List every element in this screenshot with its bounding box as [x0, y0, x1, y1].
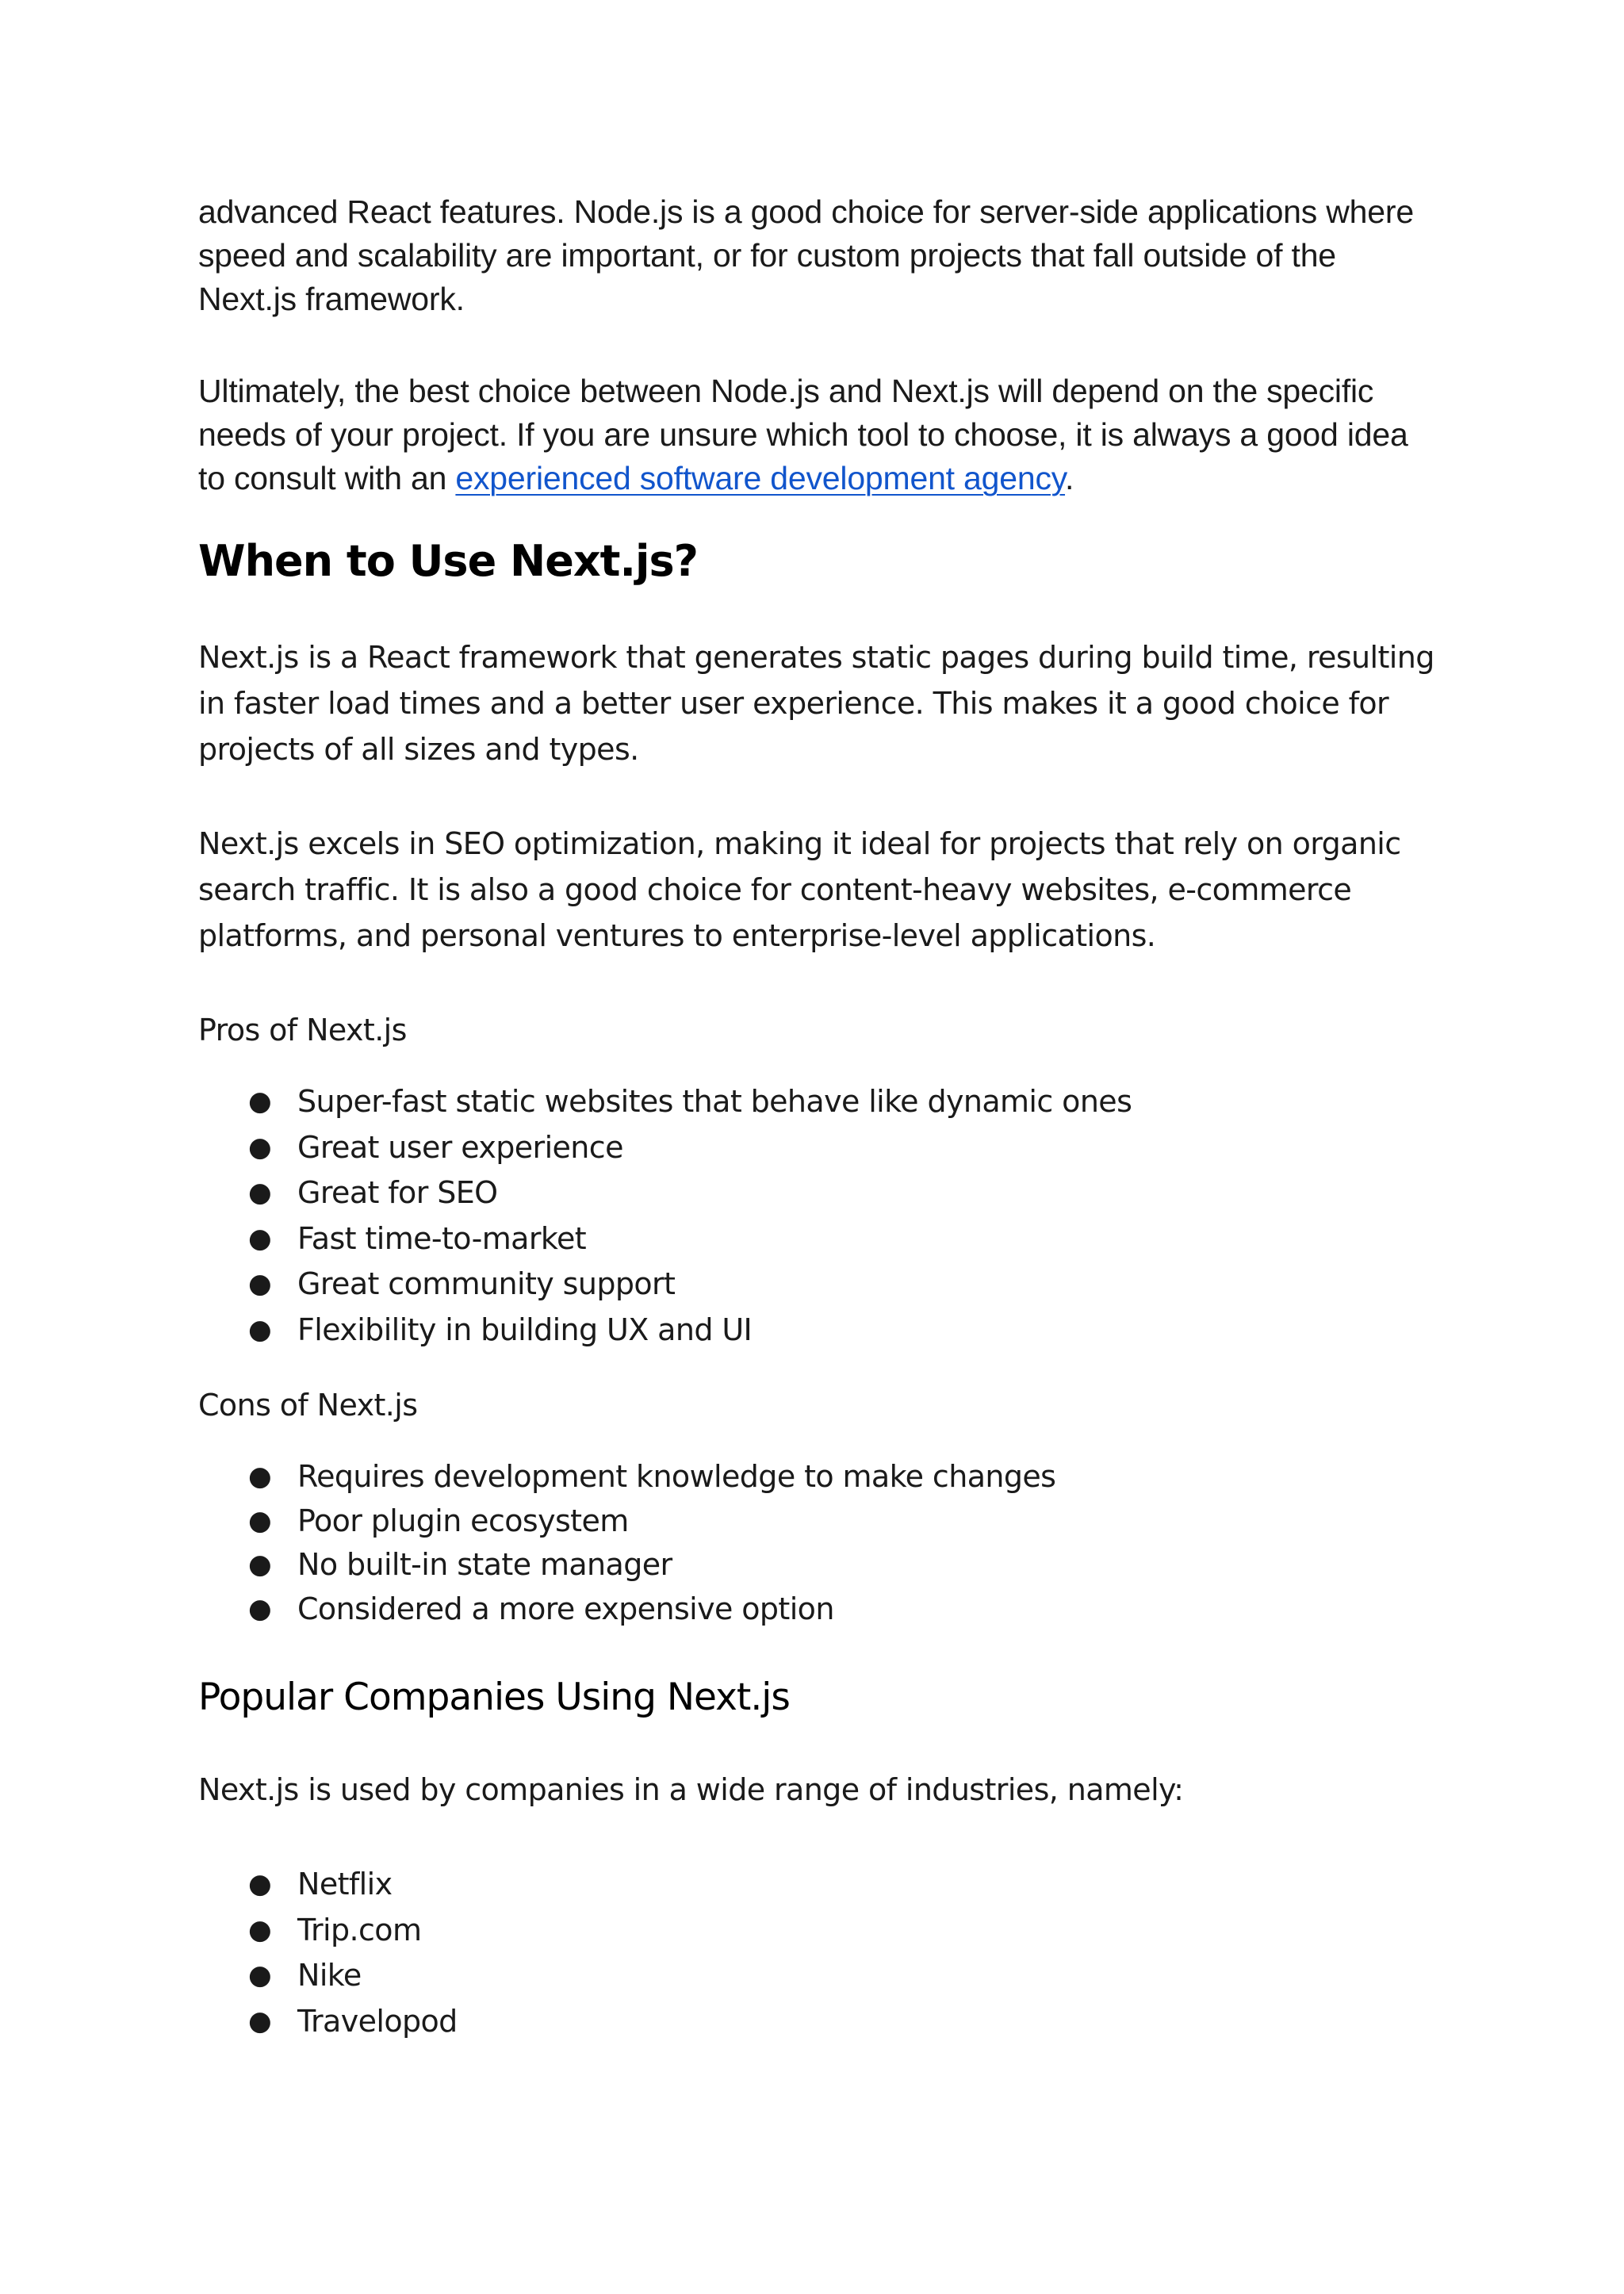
cons-list: [198, 1455, 1435, 1631]
list-item: [198, 1953, 1435, 1999]
bullet-icon: ●: [248, 1177, 272, 1208]
pros-list: [198, 1079, 1435, 1353]
bullet-icon: ●: [248, 1461, 272, 1492]
list-item-text: Nike: [297, 1958, 362, 1993]
intro-paragraph: advanced React features. Node.js is a good choice for server-side applications where speed and scalability are important, or for custom projects that fall outside of the Next.js framework.: [198, 193, 1414, 317]
list-item: [198, 1862, 1435, 1908]
list-item: [198, 1499, 1435, 1544]
list-item: [198, 1262, 1435, 1308]
bullet-icon: ●: [248, 1868, 272, 1900]
nextjs-paragraph-2: Next.js excels in SEO optimization, making it ideal for projects that rely on organic search traffic. It is also a good choice for content-heavy websites, e-commerce platforms, and personal ventures to enterprise-level applications.: [198, 826, 1401, 953]
bullet-icon: ●: [248, 1086, 272, 1117]
list-item-text: Great user experience: [297, 1129, 623, 1165]
list-item: [198, 1455, 1435, 1499]
document-page: [198, 190, 1435, 2044]
list-item: [198, 1216, 1435, 1262]
list-item: [198, 1170, 1435, 1216]
conclusion-text-after-link: .: [1065, 460, 1074, 496]
list-item-text: Requires development knowledge to make changes: [297, 1459, 1056, 1494]
bullet-icon: ●: [248, 1131, 272, 1163]
list-item-text: Considered a more expensive option: [297, 1591, 834, 1626]
list-item: [198, 1543, 1435, 1587]
list-item-text: Great community support: [297, 1266, 676, 1301]
bullet-icon: ●: [248, 1268, 272, 1300]
bullet-icon: ●: [248, 1913, 272, 1946]
list-item: [198, 1999, 1435, 2045]
bullet-icon: ●: [248, 2005, 272, 2037]
list-item-text: Fast time-to-market: [297, 1220, 587, 1256]
list-item-text: Great for SEO: [297, 1175, 498, 1210]
list-item: [198, 1587, 1435, 1632]
conclusion-text-before-link: Ultimately, the best choice between Node.js and Next.js will depend on the specific needs of your project. If you are unsure which tool to choose, it is always a good idea to consult with an: [198, 373, 1408, 496]
pros-label: Pros of Next.js: [198, 1013, 407, 1047]
list-item-text: Super-fast static websites that behave like dynamic ones: [297, 1084, 1132, 1119]
list-item: [198, 1125, 1435, 1171]
list-item-text: Poor plugin ecosystem: [297, 1503, 629, 1538]
cons-label: Cons of Next.js: [198, 1388, 418, 1423]
conclusion-paragraph: [198, 370, 1435, 500]
bullet-icon: ●: [248, 1959, 272, 1991]
nextjs-paragraph-1: Next.js is a React framework that generates static pages during build time, resulting in faster load times and a better user experience. This makes it a good choice for projects of all sizes and types.: [198, 640, 1434, 767]
bullet-icon: ●: [248, 1222, 272, 1254]
section-heading: When to Use Next.js?: [198, 536, 698, 586]
bullet-icon: ●: [248, 1313, 272, 1346]
companies-list: [198, 1862, 1435, 2044]
companies-intro: Next.js is used by companies in a wide range of industries, namely:: [198, 1772, 1184, 1807]
list-item-text: Netflix: [297, 1867, 393, 1901]
list-item: [198, 1308, 1435, 1354]
list-item-text: Flexibility in building UX and UI: [297, 1312, 753, 1347]
list-item: [198, 1079, 1435, 1125]
list-item: [198, 1908, 1435, 1954]
bullet-icon: ●: [248, 1592, 272, 1625]
agency-link[interactable]: experienced software development agency: [455, 460, 1066, 496]
list-item-text: Trip.com: [297, 1912, 422, 1947]
list-item-text: No built-in state manager: [297, 1547, 672, 1582]
list-item-text: Travelopod: [297, 2003, 458, 2039]
companies-heading: Popular Companies Using Next.js: [198, 1676, 790, 1719]
bullet-icon: ●: [248, 1549, 272, 1580]
bullet-icon: ●: [248, 1504, 272, 1537]
